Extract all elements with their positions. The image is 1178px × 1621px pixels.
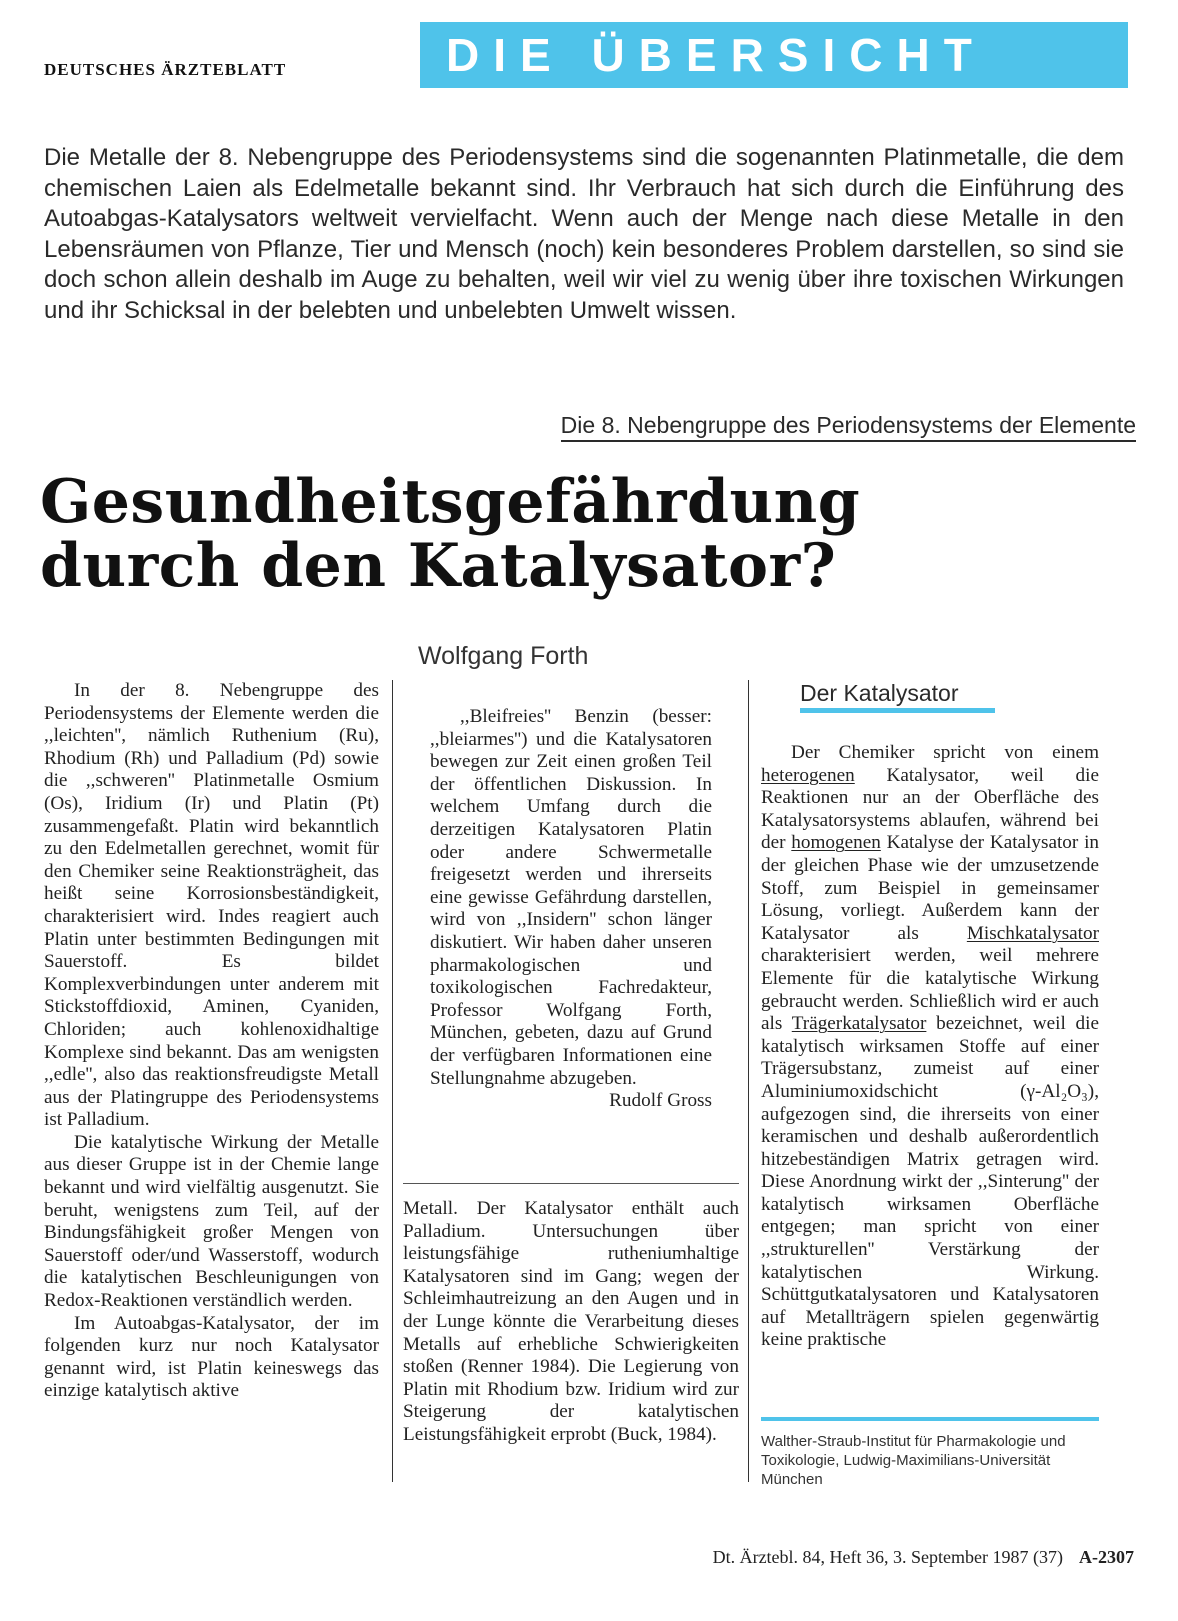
editorial-note — [430, 706, 712, 1113]
column-3 — [761, 742, 1099, 1352]
editorial-text: ,,Bleifreies'' Benzin (besser: ,,bleiarmes'') und die Katalysatoren bewegen zur Zeit einen großen Teil der öffentlichen Diskussion. In welchem Umfang durch die derzeitigen Katalysatoren Platin oder andere Schwermetalle freigesetzt werden und ihrerseits eine gewisse Gefährdung darstellen, wird von ,,Insidern'' schon länger diskutiert. Wir haben daher unseren pharmakologischen und toxikologischen Fachredakteur, Professor Wolfgang Forth, München, gebeten, dazu auf Grund der verfügbaren Informationen eine Stellungnahme abzugeben. — [430, 706, 712, 1089]
page-footer — [713, 1547, 1134, 1568]
column-2 — [403, 1198, 739, 1447]
underlined-term: Mischkatalysator — [966, 922, 1099, 944]
body-paragraph — [761, 742, 1099, 1352]
separator-line — [403, 1183, 739, 1184]
intro-paragraph: Die Metalle der 8. Nebengruppe des Periodensystems sind die sogenannten Platinmetalle, die dem chemischen Laien als Edelmetalle bekannt sind. Ihr Verbrauch hat sich durch die Einführung des Autoabgas-Katalysators weltweit vervielfacht. Wenn auch der Menge nach diese Metalle in den Lebensräumen von Pflanze, Tier und Mensch (noch) kein besonderes Problem darstellen, so sind sie doch schon allein deshalb im Auge zu behalten, weil wir viel zu wenig über ihre toxischen Wirkungen und ihr Schicksal in der belebten und unbelebten Umwelt wissen. — [44, 144, 1124, 324]
affiliation-bar — [761, 1417, 1099, 1421]
underlined-term: homogenen — [791, 832, 881, 854]
text-run: Katalyse der Katalysator in der gleichen Phase wie der umzusetzende Stoff, zum Beispiel in gemeinsamer Lösung, vorliegt. Außerdem kann der Katalysator als — [761, 832, 1099, 944]
text-run: Der Chemiker spricht von einem — [791, 742, 1099, 763]
title-line-1: Gesundheitsgefährdung — [40, 467, 861, 537]
article-title — [40, 467, 1140, 601]
page-number: A-2307 — [1079, 1547, 1134, 1567]
author-name: Wolfgang Forth — [418, 642, 589, 670]
citation: Dt. Ärztebl. 84, Heft 36, 3. September 1987 (37) — [712, 1547, 1063, 1567]
column-1 — [44, 680, 379, 1403]
title-line-2: durch den Katalysator? — [40, 531, 837, 601]
underlined-term: Trägerkatalysator — [791, 1013, 927, 1035]
body-paragraph: Die katalytische Wirkung der Metalle aus dieser Gruppe ist in der Chemie lange bekannt und wird vielfältig ausgenutzt. Sie beruht, wenigstens zum Teil, auf der Bindungsfähigkeit großer Mengen von Sauerstoff oder/und Wasserstoff, wodurch die katalytischen Beschleunigungen von Redox-Reaktionen verständlich werden. — [44, 1131, 379, 1312]
article-subtitle: Die 8. Nebengruppe des Periodensystems der Elemente — [561, 412, 1136, 442]
editor-signature: Rudolf Gross — [609, 1090, 712, 1112]
section-banner — [420, 22, 1128, 88]
column-divider — [748, 680, 749, 1482]
body-paragraph: Metall. Der Katalysator enthält auch Palladium. Untersuchungen über leistungsfähige rutheniumhaltige Katalysatoren sind im Gang; wegen der Schleimhautreizung an den Augen und in der Lunge könnte die Verarbeitung dieses Metalls auf erhebliche Schwierigkeiten stoßen (Renner 1984). Die Legierung von Platin mit Rhodium bzw. Iridium wird zur Steigerung der katalytischen Leistungsfähigkeit erprobt (Buck, 1984). — [403, 1198, 739, 1445]
body-paragraph: In der 8. Nebengruppe des Periodensystems der Elemente werden die ,,leichten'', nämlich Ruthenium (Ru), Rhodium (Rh) und Palladium (Pd) sowie die ,,schweren'' Platinmetalle Osmium (Os), Iridium (Ir) und Platin (Pt) zusammengefaßt. Platin wird bekanntlich zu den Edelmetallen gerechnet, womit für den Chemiker seine Reaktionsträgheit, das heißt seine Korrosionsbeständigkeit, charakterisiert wird. Indes reagiert auch Platin unter bestimmten Bedingungen mit Sauerstoff. Es bildet Komplexverbindungen unter anderem mit Stickstoffdioxid, Aminen, Cyaniden, Chloriden; auch kohlenoxidhaltige Komplexe sind bekannt. Das am wenigsten ,,edle'', also das reaktionsfreudigste Metall aus der Platingruppe des Periodensystems ist Palladium. — [44, 680, 379, 1131]
body-paragraph: Im Autoabgas-Katalysator, der im folgenden kurz nur noch Katalysator genannt wird, ist Platin keineswegs das einzige katalytisch aktive — [44, 1312, 379, 1402]
author-affiliation: Walther-Straub-Institut für Pharmakologie und Toxikologie, Ludwig-Maximilians-Universität München — [761, 1433, 1066, 1488]
underlined-term: heterogenen — [761, 764, 855, 786]
column-divider — [392, 680, 393, 1482]
text-run: bezeichnet, weil die katalytisch wirksamen Stoffe auf einer Trägersubstanz, zumeist auf einer Aluminiumoxidschicht (γ-Al₂O₃), aufgezogen sind, die ihrerseits von einer keramischen und deshalb außerordentlich hitzebeständigen Matrix getragen wird. Diese Anordnung wirkt der ,,Sinterung'' der katalytisch wirksamen Oberfläche entgegen; man spricht von einer ,,strukturellen'' Verstärkung der katalytischen Wirkung. Schüttgutkatalysatoren und Katalysatoren auf Metallträgern spielen gegenwärtig keine praktische — [761, 1013, 1099, 1351]
masthead: DEUTSCHES ÄRZTEBLATT — [44, 60, 287, 79]
text-run: Katalysator, weil die Reaktionen nur an der Oberfläche des Katalysatorsystems ablaufen, während bei der — [761, 764, 1099, 854]
section-heading: Der Katalysator — [800, 680, 959, 706]
section-banner-label: DIE ÜBERSICHT — [446, 29, 986, 81]
text-run: charakterisiert werden, weil mehrere Elemente für die katalytische Wirkung gebraucht werden. Schließlich wird er auch als — [761, 945, 1099, 1035]
section-heading-bar — [800, 708, 995, 713]
